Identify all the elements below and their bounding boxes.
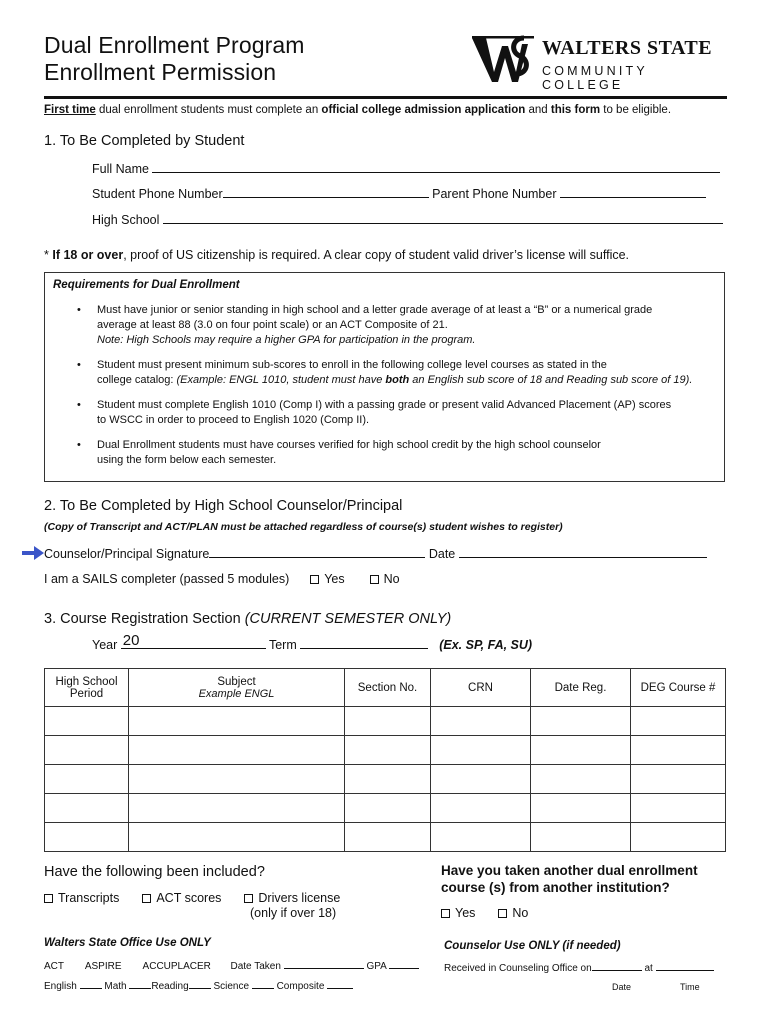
table-cell[interactable] <box>129 765 345 794</box>
sails-no-checkbox[interactable] <box>370 575 379 584</box>
table-cell[interactable] <box>345 823 431 852</box>
year-value: 20 <box>122 632 140 649</box>
transcripts-label: Transcripts <box>58 891 120 905</box>
requirements-list <box>77 303 707 478</box>
form-title <box>44 32 305 86</box>
counselor-received-label: Received in Counseling Office on <box>444 963 592 974</box>
req1-line2: average at least 88 (3.0 on four point scale) or an ACT Composite of 21. <box>97 319 448 331</box>
col-crn: CRN <box>431 669 531 707</box>
signature-label: Counselor/Principal Signature <box>44 547 210 561</box>
office-english: English <box>44 981 77 992</box>
intro-part-1: dual enrollment students must complete an <box>95 104 322 116</box>
table-cell[interactable] <box>631 794 726 823</box>
office-math: Math <box>104 981 127 992</box>
other-inst-no-label: No <box>512 906 529 920</box>
table-cell[interactable] <box>531 823 631 852</box>
section-2-subheading: (Copy of Transcript and ACT/PLAN must be attached regardless of course(s) student wishes to register) <box>44 521 563 533</box>
req1-note: Note: High Schools may require a higher GPA for participation in the program. <box>97 334 476 346</box>
parent-phone-label: Parent Phone Number <box>432 187 557 201</box>
section-3-heading-italic: (CURRENT SEMESTER ONLY) <box>244 611 452 627</box>
section-3-heading-text: 3. Course Registration Section <box>44 611 245 627</box>
counselor-received-row <box>444 962 714 974</box>
act-checkbox[interactable] <box>142 894 151 903</box>
table-cell[interactable] <box>631 823 726 852</box>
col-subject-example: Example ENGL <box>198 687 275 700</box>
ws-logo-mark-icon <box>472 34 534 84</box>
year-field[interactable] <box>121 632 266 649</box>
col-period-line1: High School <box>55 675 118 688</box>
table-cell[interactable] <box>345 707 431 736</box>
counselor-time-field[interactable] <box>656 962 714 971</box>
note-star: * <box>44 248 53 262</box>
counselor-at-label: at <box>644 963 653 974</box>
table-row <box>45 736 726 765</box>
table-cell[interactable] <box>431 765 531 794</box>
req2-both: both <box>385 374 410 386</box>
high-school-field[interactable] <box>163 212 723 224</box>
table-cell[interactable] <box>129 707 345 736</box>
table-cell[interactable] <box>631 707 726 736</box>
office-aspire: ASPIRE <box>84 961 122 972</box>
included-row <box>44 891 340 905</box>
req2-line2b: (Example: ENGL 1010, student must have <box>176 374 386 386</box>
other-inst-line1: Have you taken another dual enrollment <box>441 863 698 878</box>
table-row <box>45 794 726 823</box>
office-gpa-field[interactable] <box>389 960 419 969</box>
requirement-item <box>77 358 707 388</box>
full-name-field[interactable] <box>152 161 720 173</box>
sails-row <box>44 572 400 586</box>
office-date-taken: Date Taken <box>230 961 281 972</box>
section-1-heading: 1. To Be Completed by Student <box>44 133 245 149</box>
table-row <box>45 707 726 736</box>
table-cell[interactable] <box>45 736 129 765</box>
col-subject-label: Subject <box>217 675 256 688</box>
office-row-2 <box>44 980 353 992</box>
high-school-label: High School <box>92 213 160 227</box>
office-reading-field[interactable] <box>189 980 211 989</box>
included-heading: Have the following been included? <box>44 864 265 880</box>
office-english-field[interactable] <box>80 980 102 989</box>
full-name-label: Full Name <box>92 162 149 176</box>
office-use-heading: Walters State Office Use ONLY <box>44 937 211 949</box>
logo-name: WALTERS STATE <box>542 37 713 59</box>
year-label: Year <box>92 638 121 652</box>
signature-field[interactable] <box>209 546 425 558</box>
table-row <box>45 823 726 852</box>
office-gpa: GPA <box>366 961 387 972</box>
counselor-date-field[interactable] <box>592 962 642 971</box>
term-field[interactable] <box>300 637 428 649</box>
note-rest: , proof of US citizenship is required. A clear copy of student valid driver’s license will suffice. <box>123 248 630 262</box>
high-school-row <box>92 212 723 227</box>
col-date-reg: Date Reg. <box>531 669 631 707</box>
office-math-field[interactable] <box>129 980 151 989</box>
college-logo <box>472 34 728 92</box>
requirement-item <box>77 438 707 468</box>
act-label: ACT scores <box>156 891 222 905</box>
col-deg: DEG Course # <box>631 669 726 707</box>
student-phone-field[interactable] <box>223 186 429 198</box>
req2-line2c: an English sub score of 18 and Reading sub score of 19). <box>409 374 693 386</box>
table-cell[interactable] <box>531 736 631 765</box>
table-cell[interactable] <box>345 736 431 765</box>
course-registration-table <box>44 668 726 852</box>
table-cell[interactable] <box>631 736 726 765</box>
date-field[interactable] <box>459 546 707 558</box>
table-cell[interactable] <box>45 823 129 852</box>
sails-no-label: No <box>383 572 400 586</box>
date-label: Date <box>428 547 456 561</box>
office-row-1 <box>44 960 419 972</box>
drivers-note: (only if over 18) <box>250 906 337 920</box>
sails-yes-label: Yes <box>324 572 345 586</box>
table-cell[interactable] <box>45 707 129 736</box>
table-cell[interactable] <box>45 765 129 794</box>
requirement-item <box>77 303 707 348</box>
office-composite-field[interactable] <box>327 980 353 989</box>
student-phone-label: Student Phone Number <box>92 187 223 201</box>
table-cell[interactable] <box>531 707 631 736</box>
drivers-checkbox[interactable] <box>244 894 253 903</box>
req3-line1: • Student must complete English 1010 (Comp I) with a passing grade or present valid Advanced Placement (AP) scores <box>97 399 672 411</box>
other-inst-yes-label: Yes <box>455 906 476 920</box>
office-accuplacer: ACCUPLACER <box>142 961 211 972</box>
other-institution-heading <box>441 862 698 896</box>
intro-text <box>44 104 671 116</box>
other-inst-yes-checkbox[interactable] <box>441 909 450 918</box>
table-cell[interactable] <box>431 823 531 852</box>
note-bold: If 18 or over <box>52 248 124 262</box>
sails-yes-checkbox[interactable] <box>310 575 319 584</box>
counselor-use-heading: Counselor Use ONLY (if needed) <box>444 940 621 952</box>
drivers-label: Drivers license <box>258 891 341 905</box>
col-period <box>45 669 129 707</box>
office-science: Science <box>213 981 250 992</box>
requirements-title: Requirements for Dual Enrollment <box>53 279 240 291</box>
req2-line1: • Student must present minimum sub-scores to enroll in the following college level courses as stated in the <box>97 359 607 371</box>
table-cell[interactable] <box>431 794 531 823</box>
title-line-1: Dual Enrollment Program <box>44 32 305 58</box>
arrow-pointer-icon <box>22 546 44 560</box>
term-example: (Ex. SP, FA, SU) <box>439 638 533 652</box>
office-act: ACT <box>44 961 64 972</box>
table-cell[interactable] <box>45 794 129 823</box>
citizenship-note <box>44 248 629 262</box>
table-cell[interactable] <box>129 794 345 823</box>
intro-this-form: this form <box>550 104 601 116</box>
table-cell[interactable] <box>345 765 431 794</box>
year-term-row <box>92 632 533 652</box>
req2-line2a: college catalog: <box>97 374 177 386</box>
term-label: Term <box>268 638 297 652</box>
office-science-field[interactable] <box>252 980 274 989</box>
intro-part-2: and <box>525 104 551 116</box>
parent-phone-field[interactable] <box>560 186 706 198</box>
other-inst-line2: course (s) from another institution? <box>441 880 670 895</box>
table-cell[interactable] <box>129 736 345 765</box>
logo-subtitle: COMMUNITY COLLEGE <box>542 64 648 92</box>
signature-row <box>44 546 707 561</box>
table-cell[interactable] <box>345 794 431 823</box>
col-section: Section No. <box>345 669 431 707</box>
table-cell[interactable] <box>631 765 726 794</box>
table-cell[interactable] <box>431 707 531 736</box>
sails-label: I am a SAILS completer (passed 5 modules) <box>44 572 290 586</box>
office-composite: Composite <box>276 981 325 992</box>
table-cell[interactable] <box>531 794 631 823</box>
req4-line1: • Dual Enrollment students must have courses verified for high school credit by the high school counselor <box>97 439 601 451</box>
section-2-heading: 2. To Be Completed by High School Counselor/Principal <box>44 498 403 514</box>
counselor-date-caption: Date <box>612 982 632 992</box>
office-reading: Reading <box>151 981 189 992</box>
other-inst-no-checkbox[interactable] <box>498 909 507 918</box>
col-subject <box>129 669 345 707</box>
phone-row <box>92 186 706 201</box>
header-rule <box>44 96 727 99</box>
col-period-line2: Period <box>69 687 104 700</box>
transcripts-checkbox[interactable] <box>44 894 53 903</box>
intro-part-3: to be eligible. <box>600 104 672 116</box>
req4-line2: using the form below each semester. <box>97 454 277 466</box>
title-line-2: Enrollment Permission <box>44 59 277 85</box>
office-date-taken-field[interactable] <box>284 960 364 969</box>
req3-line2: to WSCC in order to proceed to English 1020 (Comp II). <box>97 414 370 426</box>
section-3-heading <box>44 611 451 627</box>
full-name-row <box>92 161 720 176</box>
intro-official: official college admission application <box>321 104 526 116</box>
other-institution-row <box>441 906 528 920</box>
table-header-row <box>45 669 726 707</box>
requirement-item <box>77 398 707 428</box>
req1-line1: • Must have junior or senior standing in high school and a letter grade average of at least a “B” or a numerical grade <box>97 304 653 316</box>
table-cell[interactable] <box>129 823 345 852</box>
counselor-time-caption: Time <box>680 982 700 992</box>
requirements-box <box>44 272 725 482</box>
table-cell[interactable] <box>531 765 631 794</box>
table-row <box>45 765 726 794</box>
intro-first-time: First time <box>44 104 96 116</box>
table-cell[interactable] <box>431 736 531 765</box>
